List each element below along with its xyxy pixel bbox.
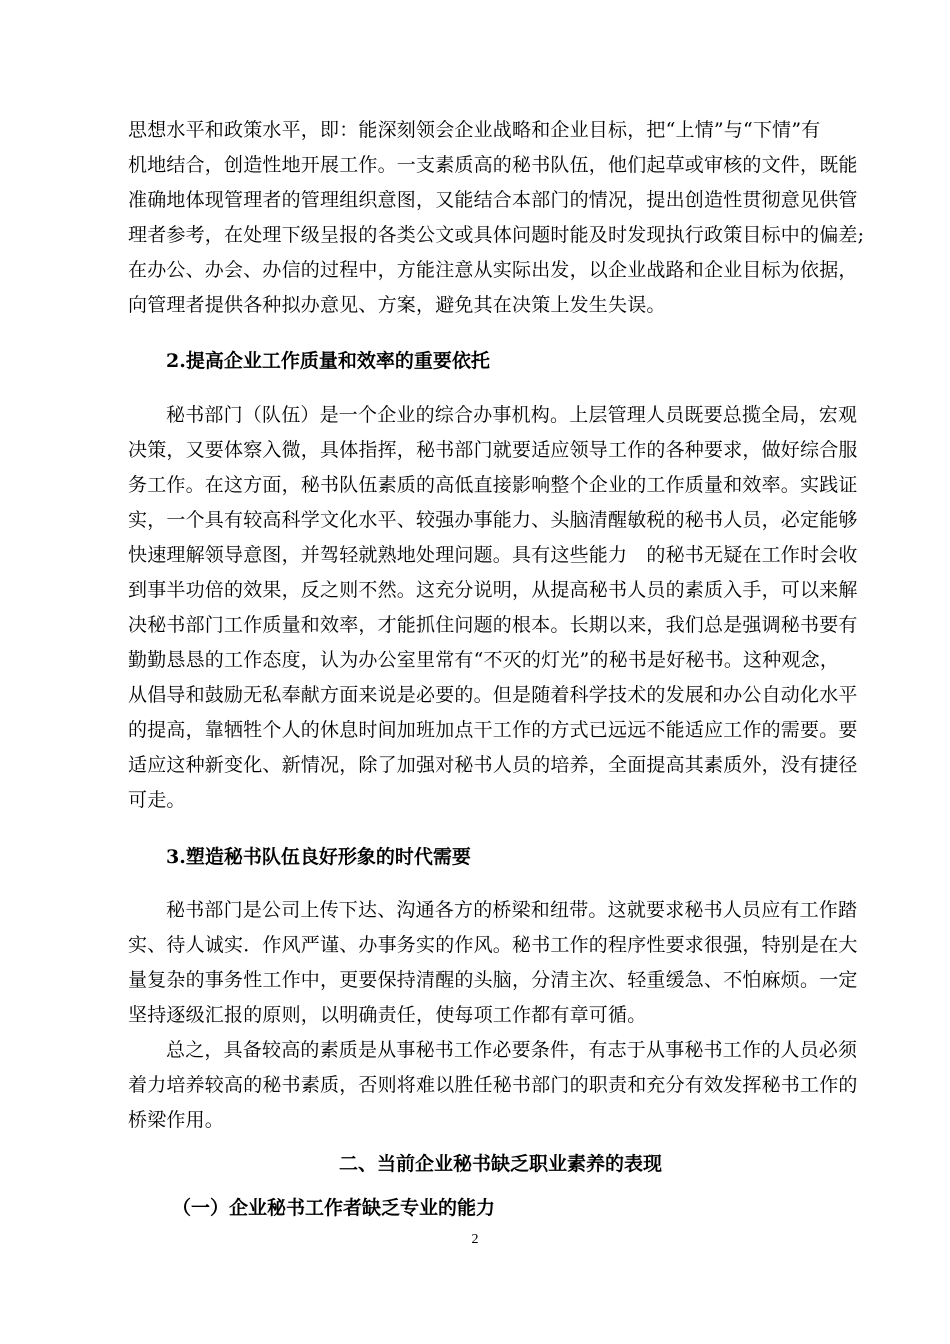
paragraph-line: 从倡导和鼓励无私奉献方面来说是必要的。但是随着科学技术的发展和办公自动化水平 — [128, 684, 858, 706]
paragraph-line: 秘书部门（队伍）是一个企业的综合办事机构。上层管理人员既要总揽全局，宏观 — [166, 404, 858, 426]
paragraph-line: 可走。 — [128, 789, 186, 811]
paragraph-line: 着力培养较高的秘书素质，否则将难以胜任秘书部门的职责和充分有效发挥秘书工作的 — [128, 1074, 858, 1096]
paragraph-line: 适应这种新变化、新情况，除了加强对秘书人员的培养，全面提高其素质外，没有捷径 — [128, 754, 858, 776]
paragraph-line: 的提高，靠牺牲个人的休息时间加班加点干工作的方式已远远不能适应工作的需要。要 — [128, 719, 858, 741]
paragraph-line: 量复杂的事务性工作中，更要保持清醒的头脑，分清主次、轻重缓急、不怕麻烦。一定 — [128, 969, 858, 991]
paragraph-line: 快速理解领导意图，并驾轻就熟地处理问题。具有这些能力 的秘书无疑在工作时会收 — [128, 544, 858, 566]
paragraph-line: 到事半功倍的效果，反之则不然。这充分说明，从提高秘书人员的素质入手，可以来解 — [128, 579, 858, 601]
paragraph-line: 理者参考，在处理下级呈报的各类公文或具体问题时能及时发现执行政策目标中的偏差; — [128, 224, 865, 246]
paragraph-line: 机地结合，创造性地开展工作。一支素质高的秘书队伍，他们起草或审核的文件，既能 — [128, 154, 858, 176]
paragraph-line: 坚持逐级汇报的原则，以明确责任，使每项工作都有章可循。 — [128, 1004, 647, 1026]
paragraph-line: 勤勤恳恳的工作态度，认为办公室里常有“不灭的灯光”的秘书是好秘书。这种观念， — [128, 649, 840, 671]
paragraph-line: 务工作。在这方面，秘书队伍素质的高低直接影响整个企业的工作质量和效率。实践证 — [128, 474, 858, 496]
paragraph-line: 总之，具备较高的素质是从事秘书工作必要条件，有志于从事秘书工作的人员必须 — [166, 1039, 858, 1061]
paragraph-line: 实，一个具有较高科学文化水平、较强办事能力、头脑清醒敏税的秘书人员，必定能够 — [128, 509, 858, 531]
paragraph-line: 桥梁作用。 — [128, 1109, 225, 1131]
subheading-3: 3.塑造秘书队伍良好形象的时代需要 — [166, 846, 471, 868]
section-heading: 二、当前企业秘书缺乏职业素养的表现 — [339, 1153, 663, 1175]
subsection-heading: （一）企业秘书工作者缺乏专业的能力 — [172, 1197, 496, 1219]
paragraph-line: 向管理者提供各种拟办意见、方案，避免其在决策上发生失误。 — [128, 294, 666, 316]
page-number: 2 — [471, 1232, 479, 1247]
subheading-2: 2.提高企业工作质量和效率的重要依托 — [166, 350, 490, 372]
paragraph-line: 在办公、办会、办信的过程中，方能注意从实际出发，以企业战路和企业目标为依据， — [128, 259, 858, 281]
paragraph-line: 实、待人诚实．作风严谨、办事务实的作风。秘书工作的程序性要求很强，特别是在大 — [128, 934, 858, 956]
paragraph-line: 秘书部门是公司上传下达、沟通各方的桥梁和纽带。这就要求秘书人员应有工作踏 — [166, 899, 858, 921]
paragraph-line: 思想水平和政策水平，即：能深刻领会企业战略和企业目标，把“上情”与“下情”有 — [128, 119, 821, 141]
paragraph-line: 决秘书部门工作质量和效率，才能抓住问题的根本。长期以来，我们总是强调秘书要有 — [128, 614, 858, 636]
paragraph-line: 决策，又要体察入微，具体指挥，秘书部门就要适应领导工作的各种要求，做好综合服 — [128, 439, 858, 461]
paragraph-line: 准确地体现管理者的管理组织意图，又能结合本部门的情况，提出创造性贯彻意见供管 — [128, 189, 858, 211]
